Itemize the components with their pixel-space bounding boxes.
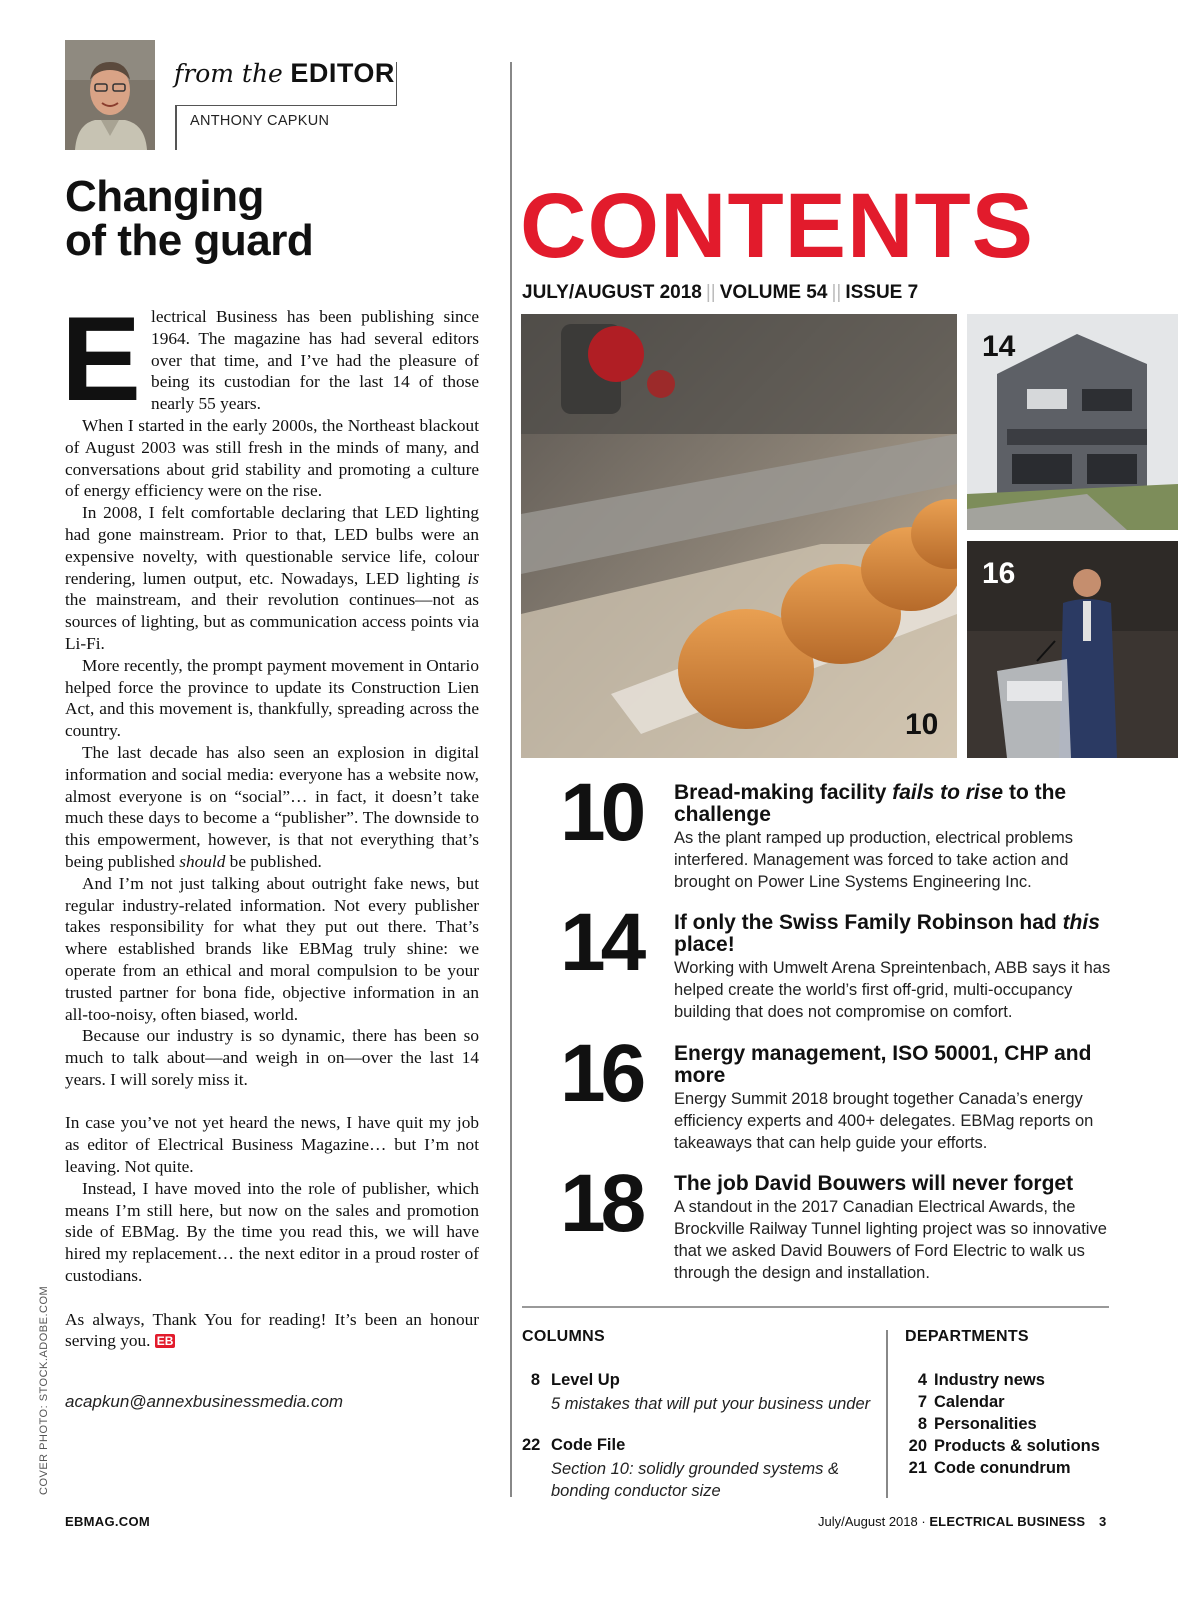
editor-photo <box>65 40 155 150</box>
departments-heading: DEPARTMENTS <box>905 1328 1029 1345</box>
department-title: Personalities <box>934 1415 1037 1433</box>
article-paragraph: When I started in the early 2000s, the Northeast blackout of August 2003 was still fresh in the minds of many, and conversations about grid stability and promoting a culture of energy efficiency were on the rise. <box>65 415 479 501</box>
department-page-number: 8 <box>917 1415 927 1433</box>
headline-line-1: Changing <box>65 172 264 221</box>
column-page-number: 8 <box>530 1371 540 1389</box>
editor-label: EDITOR <box>290 58 395 88</box>
article-paragraph: In case you’ve not yet heard the news, I have quit my job as editor of Electrical Business Magazine… but I’m not leaving. Not quite. <box>65 1113 479 1177</box>
story-page-number: 18 <box>560 1158 642 1249</box>
column-title: Level Up <box>551 1371 620 1389</box>
story-page-number: 14 <box>560 897 642 988</box>
from-the-label: from the <box>174 59 283 88</box>
issue-date: JULY/AUGUST 2018 <box>522 282 702 303</box>
page-number: 3 <box>1099 1514 1107 1529</box>
story-description: A standout in the 2017 Canadian Electrical Awards, the Brockville Railway Tunnel lighting project was so innovative that we asked David Bouwers of Ford Electric to walk us through the design and installation. <box>674 1198 1107 1282</box>
footer-issue: July/August 2018 · ELECTRICAL BUSINESS <box>818 1514 1086 1529</box>
editorial-body <box>61 292 479 1352</box>
footer-site-link[interactable]: EBMAG.COM <box>65 1514 151 1529</box>
separator: || <box>831 282 842 303</box>
image-page-label: 10 <box>905 708 939 741</box>
article-paragraph: Because our industry is so dynamic, there has been so much to talk about—and weigh in on—over the last 14 years. I will sorely miss it. <box>65 1026 479 1089</box>
contents-title: CONTENTS <box>520 175 1034 277</box>
image-page-label: 16 <box>982 557 1016 590</box>
article-paragraph: Instead, I have moved into the role of publisher, which means I’m still here, but now on the sales and promotion side of EBMag. By the time you read this, we will have hired my replacement… the next editor in a proud roster of custodians. <box>65 1178 479 1286</box>
department-title: Industry news <box>934 1371 1045 1389</box>
editor-name: ANTHONY CAPKUN <box>190 113 330 129</box>
article-paragraph: As always, Thank You for reading! It’s been an honour serving you. EB <box>65 1309 479 1351</box>
columns-heading: COLUMNS <box>522 1328 605 1345</box>
editorial-headline <box>65 172 445 265</box>
department-item[interactable] <box>905 1459 1071 1478</box>
headline-line-2: of the guard <box>65 216 314 265</box>
department-item[interactable] <box>905 1393 1005 1412</box>
story-page-number: 10 <box>560 767 642 858</box>
column-page-number: 22 <box>522 1436 541 1454</box>
story-title: The job David Bouwers will never forget <box>674 1172 1074 1195</box>
story-title: Energy management, ISO 50001, CHP and more <box>674 1042 1092 1087</box>
department-item[interactable] <box>905 1371 1045 1390</box>
bread-facility-photo[interactable] <box>521 314 957 758</box>
department-page-number: 7 <box>917 1393 927 1411</box>
column-subtitle: Section 10: solidly grounded systems & bonding conductor size <box>551 1460 839 1500</box>
department-title: Code conundrum <box>934 1459 1071 1477</box>
story-description: Working with Umwelt Arena Spreintenbach, ABB says it has helped create the world’s first off-grid, multi-occupancy building that does not compromise on comfort. <box>674 959 1111 1021</box>
story-description: Energy Summit 2018 brought together Canada’s energy efficiency experts and 400+ delegates. EBMag reports on takeaways that can help guide your efforts. <box>674 1090 1094 1152</box>
volume-label: VOLUME 54 <box>719 282 828 303</box>
department-page-number: 4 <box>917 1371 927 1389</box>
department-item[interactable] <box>905 1415 1037 1434</box>
drop-cap: E <box>61 292 142 426</box>
energy-summit-speaker-photo[interactable] <box>967 541 1178 758</box>
story-description: As the plant ramped up production, electrical problems interfered. Management was forced to take action and brought on Power Line Systems Engineering Inc. <box>674 829 1073 891</box>
article-paragraph: And I’m not just talking about outright fake news, but regular industry-related information. Not every publisher takes responsibility for what they put out there. That’s where established brands like EBMag truly shine: we operate from an ethical and moral compulsion to be your trusted partner for bona fide, objective information in an all-too-noisy, often biased, world. <box>65 873 479 1024</box>
separator: || <box>705 282 716 303</box>
issue-info <box>522 282 918 304</box>
article-paragraph: The last decade has also seen an explosion in digital information and social media: everyone has a website now, almost everyone is on “social”… in fact, it doesn’t take much these days to become a “publisher”. The downside to this empowerment, however, is that not everything that’s being published should be published. <box>65 742 479 871</box>
column-subtitle: 5 mistakes that will put your business under <box>551 1395 871 1413</box>
issue-label: ISSUE 7 <box>845 282 919 303</box>
department-item[interactable] <box>905 1437 1100 1456</box>
article-paragraph: In 2008, I felt comfortable declaring that LED lighting had gone mainstream. Prior to that, LED bulbs were an expensive novelty, with questionable service life, colour rendering, lumen output, etc. Nowadays, LED lighting is the mainstream, and their revolution continues—not as sources of lighting, but as communication access points via Li-Fi. <box>65 503 479 653</box>
editor-header-divider <box>175 106 177 150</box>
editor-header-title <box>174 58 395 89</box>
eb-logo-icon: EB <box>156 1334 174 1349</box>
column-divider <box>510 62 512 1497</box>
article-paragraph: More recently, the prompt payment movement in Ontario helped force the province to update its Construction Lien Act, and this movement is, thankfully, spreading across the country. <box>65 655 479 741</box>
department-page-number: 21 <box>908 1459 927 1477</box>
department-title: Products & solutions <box>934 1437 1100 1455</box>
article-paragraph: Electrical Business has been publishing since 1964. The magazine has had several editors over that time, and I’ve had the pleasure of being its custodian for the last 14 of those nearly 55 years. <box>61 292 479 426</box>
building-photo[interactable] <box>967 314 1178 530</box>
photo-credit: COVER PHOTO: STOCK.ADOBE.COM <box>38 1285 50 1495</box>
story-title: If only the Swiss Family Robinson had this place! <box>674 911 1100 956</box>
image-page-label: 14 <box>982 330 1016 363</box>
story-title: Bread-making facility fails to rise to the challenge <box>674 781 1067 826</box>
section-divider <box>522 1306 1109 1308</box>
column-title: Code File <box>551 1436 626 1454</box>
story-page-number: 16 <box>560 1028 642 1119</box>
department-title: Calendar <box>934 1393 1005 1411</box>
editor-email-link[interactable]: acapkun@annexbusinessmedia.com <box>65 1392 344 1411</box>
department-page-number: 20 <box>908 1437 927 1455</box>
